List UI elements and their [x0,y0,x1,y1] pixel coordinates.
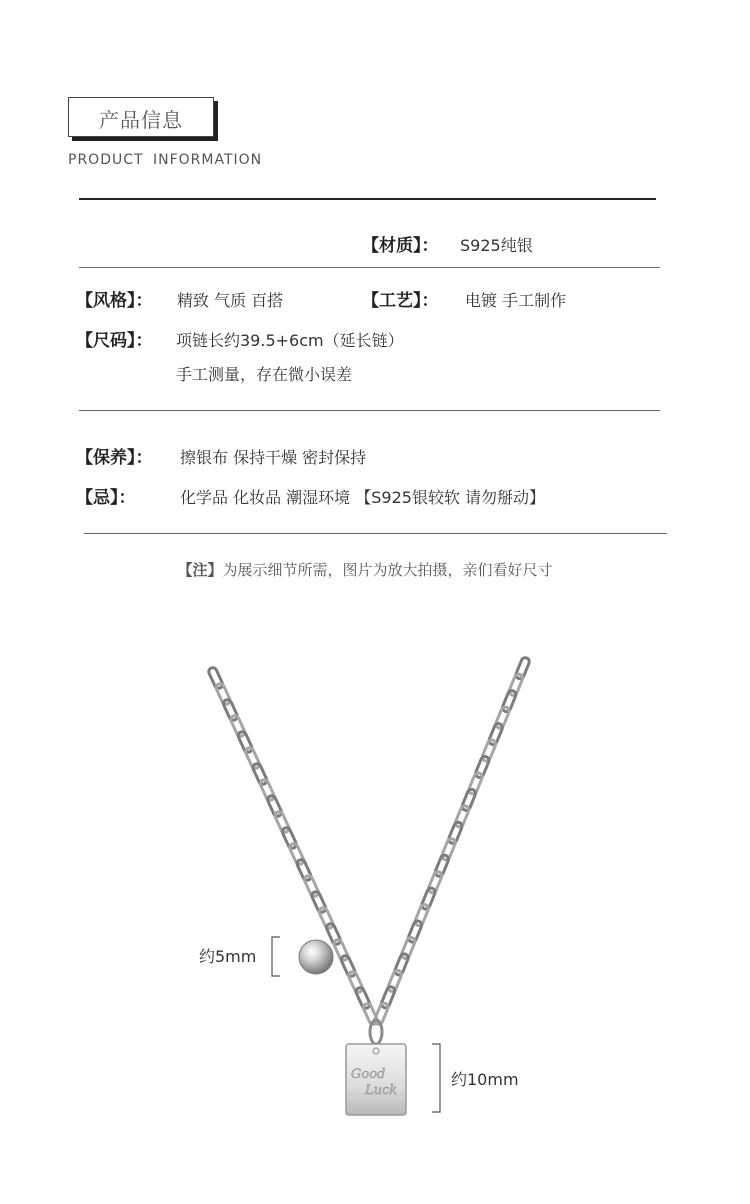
section-title: 产品信息 [99,108,183,132]
size-label: 【尺码】： [76,331,153,351]
material-value: S925纯银 [460,236,533,255]
pendant-text-good: Good [351,1067,386,1082]
pendant-size-label: 约10mm [451,1070,519,1089]
divider-1 [79,267,660,268]
bead-dimension-bracket [272,937,280,976]
pendant-text-luck: Luck [365,1083,398,1098]
pendant-dimension-bracket [432,1044,440,1112]
avoid-label: 【忌】： [76,488,136,508]
material-label: 【材质】： [362,236,439,256]
bead-size-label: 约5mm [199,947,257,966]
chain-link [373,1002,389,1025]
care-label: 【保养】： [76,448,153,468]
section-title-box [68,97,214,137]
size-value-line1: 项链长约39.5+6cm（延长链） [176,331,404,350]
style-value: 精致 气质 百搭 [177,291,284,310]
section-subtitle: PRODUCT INFORMATION [68,152,263,168]
craft-label: 【工艺】： [362,291,439,311]
size-note [0,559,730,580]
chain-left [207,666,378,1025]
care-value: 擦银布 保持干燥 密封保持 [180,448,367,467]
divider-2 [79,410,660,411]
pendant-tag [346,1044,406,1115]
note-text: 为展示细节所需，图片为放大拍摄，亲们看好尺寸 [222,561,553,579]
divider-3 [84,533,667,534]
necklace-image [0,604,750,1204]
bead-charm [299,940,333,974]
size-value-line2: 手工测量，存在微小误差 [176,365,353,384]
avoid-value: 化学品 化妆品 潮湿环境 【S925银较软 请勿掰动】 [180,488,546,507]
chain-right [373,657,530,1026]
divider-top [79,198,656,200]
style-label: 【风格】： [76,291,153,311]
craft-value: 电镀 手工制作 [465,291,567,310]
note-prefix: 【注】 [177,561,223,579]
